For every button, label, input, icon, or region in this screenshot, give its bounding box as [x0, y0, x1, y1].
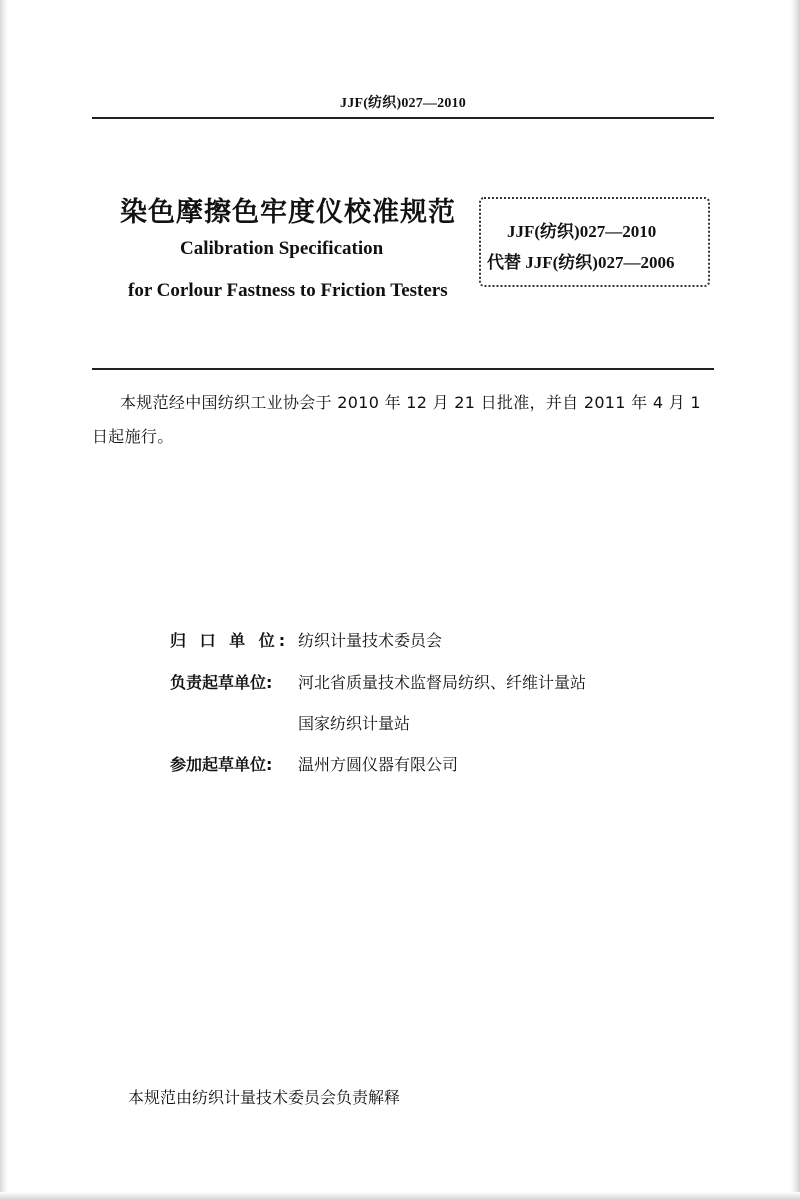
interpretation-note: 本规范由纺织计量技术委员会负责解释: [128, 1088, 401, 1107]
org-label: 负责起草单位:: [170, 673, 273, 692]
page-left-edge-shadow: [0, 0, 8, 1200]
standard-code: JJF(纺织)027—2010: [507, 222, 657, 241]
org-row-drafting-unit: [170, 670, 586, 693]
org-row-participating-unit: [170, 752, 458, 775]
page-bottom-edge-shadow: [0, 1192, 800, 1200]
org-value: 温州方圆仪器有限公司: [298, 755, 459, 774]
org-value: 国家纺织计量站: [298, 714, 411, 733]
running-header-code: JJF(纺织)027—2010: [340, 96, 466, 111]
org-value: 纺织计量技术委员会: [298, 631, 443, 650]
header-rule: [92, 117, 714, 119]
title-chinese: 染色摩擦色牢度仪校准规范: [120, 197, 456, 228]
org-label: 归 口 单 位:: [170, 631, 290, 650]
org-row-drafting-unit-2: [170, 711, 410, 734]
page-right-edge-shadow: [790, 0, 800, 1200]
title-rule: [92, 368, 714, 370]
org-value: 河北省质量技术监督局纺织、纤维计量站: [298, 673, 587, 692]
org-label: 参加起草单位:: [170, 755, 273, 774]
standard-code-box: [479, 197, 710, 287]
approval-statement: 本规范经中国纺织工业协会于 2010 年 12 月 21 日批准，并自 2011 年 4 月 1 日起施行。: [92, 393, 701, 446]
title-english-line1: Calibration Specification: [180, 238, 384, 259]
title-english-line2: for Corlour Fastness to Friction Testers: [128, 280, 448, 301]
replaced-standard-code: 代替 JJF(纺织)027—2006: [487, 253, 675, 272]
org-row-responsible-unit: [170, 628, 442, 651]
